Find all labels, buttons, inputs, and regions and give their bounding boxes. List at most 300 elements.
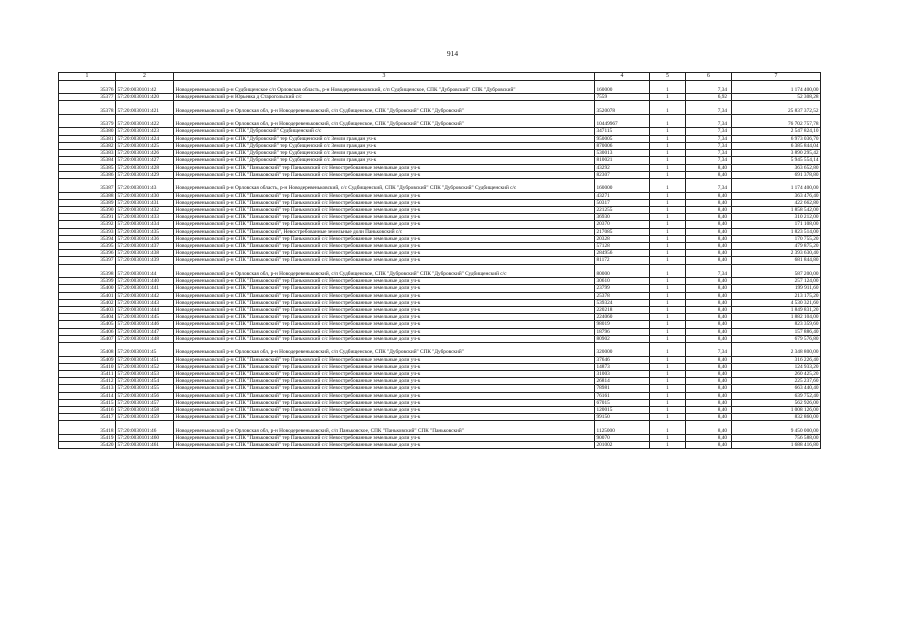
quantity-cell: 1 [650, 328, 686, 335]
cadastral-number-cell: 57:20:0030101:454 [116, 378, 174, 385]
rate-cell: 7,34 [686, 128, 732, 135]
row-number-cell: 35416 [59, 406, 116, 413]
row-number-cell: 35395 [59, 242, 116, 249]
cadastral-number-cell: 57:20:0030101:423 [116, 128, 174, 135]
address-cell: Новодеревеньковский р-н СПК "Дубровский" тер Судбищенский с/с Земли граждан уч-к [174, 142, 595, 149]
address-cell: Новодеревеньковский р-н Орловская обл, р-н Новодеревеньковский, с/п Судбищенское, СПК "Дубровский" СПК "Дубровский" [174, 342, 595, 356]
area-cell: 20370 [595, 221, 650, 228]
rate-cell: 8,40 [686, 235, 732, 242]
area-cell: 539324 [595, 299, 650, 306]
area-cell: 37646 [595, 356, 650, 363]
address-cell: Новодеревеньковский р-н СПК "Паньковский" тер Паньковский с/с Невостребованные земельные доли уч-к [174, 171, 595, 178]
address-cell: Новодеревеньковский р-н СПК "Паньковский" тер Паньковский с/с Невостребованные земельные доли уч-к [174, 278, 595, 285]
table-row [59, 370, 821, 377]
area-cell: 30610 [595, 278, 650, 285]
value-cell: 199 911,60 [732, 285, 821, 292]
value-cell: 310 212,00 [732, 214, 821, 221]
quantity-cell: 1 [650, 114, 686, 128]
value-cell: 691 378,80 [732, 171, 821, 178]
cadastral-number-cell: 57:20:0030101:438 [116, 250, 174, 257]
row-number-cell: 35394 [59, 235, 116, 242]
quantity-cell: 1 [650, 80, 686, 94]
table-row [59, 101, 821, 115]
table-row [59, 363, 821, 370]
quantity-cell: 1 [650, 199, 686, 206]
area-cell: 76161 [595, 392, 650, 399]
rate-cell: 8,40 [686, 299, 732, 306]
header-cell: 4 [595, 73, 650, 81]
row-number-cell: 35392 [59, 221, 116, 228]
value-cell: 2 547 824,10 [732, 128, 821, 135]
table-row [59, 157, 821, 164]
row-number-cell: 35419 [59, 434, 116, 441]
cadastral-number-cell: 57:20:0030101:420 [116, 94, 174, 101]
area-cell: 160000 [595, 178, 650, 192]
cadastral-number-cell: 57:20:0030101:46 [116, 421, 174, 435]
cadastral-number-cell: 57:20:0030101:422 [116, 114, 174, 128]
area-cell: 320000 [595, 342, 650, 356]
row-number-cell: 35385 [59, 164, 116, 171]
value-cell: 663 440,40 [732, 385, 821, 392]
table-row [59, 192, 821, 199]
value-cell: 1 849 831,20 [732, 306, 821, 313]
address-cell: Новодеревеньковский р-н СПК "Паньковский" тер Паньковский с/с Невостребованные земельные доли уч-к [174, 328, 595, 335]
address-cell: Новодеревеньковский р-н СПК "Дубровский" тер Судбищенский с/с Земли граждан уч-к [174, 150, 595, 157]
rate-cell: 8,40 [686, 206, 732, 213]
row-number-cell: 35381 [59, 135, 116, 142]
rate-cell: 8,40 [686, 306, 732, 313]
value-cell: 225 237,60 [732, 378, 821, 385]
value-cell: 260 425,20 [732, 370, 821, 377]
table-row [59, 80, 821, 94]
table-row [59, 306, 821, 313]
area-cell: 36930 [595, 214, 650, 221]
value-cell: 2 393 630,40 [732, 250, 821, 257]
value-cell: 9 450 000,00 [732, 421, 821, 435]
row-number-cell: 35391 [59, 214, 116, 221]
quantity-cell: 1 [650, 142, 686, 149]
rate-cell: 7,34 [686, 135, 732, 142]
address-cell: Новодеревеньковский р-н СПК "Паньковский" тер Паньковский с/с Невостребованные земельные доли уч-к [174, 214, 595, 221]
area-cell: 31003 [595, 370, 650, 377]
cadastral-number-cell: 57:20:0030101:457 [116, 399, 174, 406]
address-cell: Новодеревеньковский р-н СПК "Паньковский" тер Паньковский с/с Невостребованные земельные доли уч-к [174, 299, 595, 306]
rate-cell: 8,40 [686, 171, 732, 178]
rate-cell: 8,40 [686, 328, 732, 335]
cadastral-number-cell: 57:20:0030101:441 [116, 285, 174, 292]
quantity-cell: 1 [650, 363, 686, 370]
header-cell: 1 [59, 73, 116, 81]
value-cell: 639 752,40 [732, 392, 821, 399]
quantity-cell: 1 [650, 278, 686, 285]
table-row [59, 378, 821, 385]
cadastral-number-cell: 57:20:0030101:440 [116, 278, 174, 285]
area-cell: 43292 [595, 164, 650, 171]
row-number-cell: 35376 [59, 80, 116, 94]
value-cell: 170 755,20 [732, 235, 821, 242]
cadastral-number-cell: 57:20:0030101:444 [116, 306, 174, 313]
table-row [59, 135, 821, 142]
row-number-cell: 35407 [59, 335, 116, 342]
quantity-cell: 1 [650, 135, 686, 142]
cadastral-number-cell: 57:20:0030101:429 [116, 171, 174, 178]
cadastral-number-cell: 57:20:0030101:44 [116, 264, 174, 278]
row-number-cell: 35398 [59, 264, 116, 278]
area-cell: 98019 [595, 321, 650, 328]
row-number-cell: 35417 [59, 414, 116, 421]
rate-cell: 8,40 [686, 292, 732, 299]
rate-cell: 8,40 [686, 385, 732, 392]
quantity-cell: 1 [650, 285, 686, 292]
rate-cell: 8,40 [686, 442, 732, 449]
table-row [59, 292, 821, 299]
cadastral-number-cell: 57:20:0030101:452 [116, 363, 174, 370]
area-cell: 78981 [595, 385, 650, 392]
table-row [59, 328, 821, 335]
table-row [59, 299, 821, 306]
table-row [59, 214, 821, 221]
value-cell: 1 008 126,00 [732, 406, 821, 413]
rate-cell: 8,40 [686, 434, 732, 441]
cadastral-number-cell: 57:20:0030101:460 [116, 434, 174, 441]
area-cell: 160000 [595, 80, 650, 94]
value-cell: 52 308,28 [732, 94, 821, 101]
value-cell: 6 973 036,70 [732, 135, 821, 142]
row-number-cell: 35410 [59, 363, 116, 370]
cadastral-number-cell: 57:20:0030101:459 [116, 414, 174, 421]
quantity-cell: 1 [650, 128, 686, 135]
value-cell: 1 688 416,80 [732, 442, 821, 449]
address-cell: Новодеревеньковский р-н СПК "Паньковский" тер Паньковский с/с Невостребованные земельные доли уч-к [174, 442, 595, 449]
cadastral-number-cell: 57:20:0030101:426 [116, 150, 174, 157]
value-cell: 5 945 554,14 [732, 157, 821, 164]
value-cell: 6 385 844,04 [732, 142, 821, 149]
address-cell: Новодеревеньковский р-н СПК "Паньковский" тер Паньковский с/с Невостребованные земельные доли уч-к [174, 392, 595, 399]
quantity-cell: 1 [650, 356, 686, 363]
table-row [59, 221, 821, 228]
cadastral-number-cell: 57:20:0030101:431 [116, 199, 174, 206]
cadastral-number-cell: 57:20:0030101:424 [116, 135, 174, 142]
table-row [59, 321, 821, 328]
quantity-cell: 1 [650, 264, 686, 278]
table-row [59, 171, 821, 178]
cadastral-number-cell: 57:20:0030101:461 [116, 442, 174, 449]
rate-cell: 7,34 [686, 178, 732, 192]
quantity-cell: 1 [650, 378, 686, 385]
row-number-cell: 35393 [59, 228, 116, 235]
area-cell: 950005 [595, 135, 650, 142]
value-cell: 679 576,80 [732, 335, 821, 342]
address-cell: Новодеревеньковский р-н СПК "Дубровский" тер Судбищенский с/с Земли граждан уч-к [174, 135, 595, 142]
table-row [59, 264, 821, 278]
area-cell: 201002 [595, 442, 650, 449]
value-cell: 76 702 757,78 [732, 114, 821, 128]
quantity-cell: 1 [650, 150, 686, 157]
row-number-cell: 35411 [59, 370, 116, 377]
address-cell: Новодеревеньковский р-н СПК "Паньковский" тер Паньковский с/с Невостребованные земельные доли уч-к [174, 292, 595, 299]
value-cell: 124 933,20 [732, 363, 821, 370]
quantity-cell: 1 [650, 299, 686, 306]
address-cell: Новодеревеньковский р-н СПК "Паньковский" тер Паньковский с/с Невостребованные земельные доли уч-к [174, 206, 595, 213]
rate-cell: 8,40 [686, 285, 732, 292]
area-cell: 10449967 [595, 114, 650, 128]
value-cell: 363 476,40 [732, 192, 821, 199]
row-number-cell: 35383 [59, 150, 116, 157]
quantity-cell: 1 [650, 221, 686, 228]
area-cell: 80000 [595, 264, 650, 278]
cadastral-number-cell: 57:20:0030101:430 [116, 192, 174, 199]
rate-cell: 8,40 [686, 421, 732, 435]
area-cell: 81172 [595, 257, 650, 264]
value-cell: 2 348 800,00 [732, 342, 821, 356]
quantity-cell: 1 [650, 421, 686, 435]
area-cell: 870006 [595, 142, 650, 149]
area-cell: 82307 [595, 171, 650, 178]
value-cell: 3 890 295,42 [732, 150, 821, 157]
area-cell: 99150 [595, 414, 650, 421]
table-row [59, 434, 821, 441]
rate-cell: 6,92 [686, 94, 732, 101]
rate-cell: 8,40 [686, 392, 732, 399]
area-cell: 530013 [595, 150, 650, 157]
area-cell: 3520078 [595, 101, 650, 115]
table-row [59, 142, 821, 149]
address-cell: Новодеревеньковский р-н СПК "Паньковский" тер Паньковский с/с Невостребованные земельные доли уч-к [174, 306, 595, 313]
header-cell: 7 [732, 73, 821, 81]
quantity-cell: 1 [650, 250, 686, 257]
value-cell: 4 530 321,60 [732, 299, 821, 306]
rate-cell: 7,34 [686, 114, 732, 128]
value-cell: 363 652,80 [732, 164, 821, 171]
quantity-cell: 1 [650, 94, 686, 101]
cadastral-number-cell: 57:20:0030101:433 [116, 214, 174, 221]
table-row [59, 228, 821, 235]
quantity-cell: 1 [650, 392, 686, 399]
rate-cell: 8,40 [686, 164, 732, 171]
table-row [59, 257, 821, 264]
address-cell: Новодеревеньковский р-н Орловская обл, р-н Новодеревеньковский, с/п Паньковское, СПК "Паньковский" СПК "Паньковский" [174, 421, 595, 435]
cadastral-number-cell: 57:20:0030101:45 [116, 342, 174, 356]
address-cell: Новодеревеньковский р-н СПК "Паньковский" тер Паньковский с/с Невостребованные земельные доли уч-к [174, 250, 595, 257]
rate-cell: 8,40 [686, 242, 732, 249]
address-cell: Новодеревеньковский р-н СПК "Паньковский" тер Паньковский с/с Невостребованные земельные доли уч-к [174, 335, 595, 342]
row-number-cell: 35387 [59, 178, 116, 192]
row-number-cell: 35390 [59, 206, 116, 213]
cadastral-number-cell: 57:20:0030101:451 [116, 356, 174, 363]
table-row [59, 199, 821, 206]
row-number-cell: 35380 [59, 128, 116, 135]
area-cell: 67015 [595, 399, 650, 406]
rate-cell: 8,40 [686, 257, 732, 264]
row-number-cell: 35396 [59, 250, 116, 257]
address-cell: Новодеревеньковский р-н СПК "Паньковский" тер Паньковский с/с Невостребованные земельные доли уч-к [174, 414, 595, 421]
address-cell: Новодеревеньковский р-н СПК "Дубровский" Судбищенский с/с [174, 128, 595, 135]
table-row [59, 421, 821, 435]
quantity-cell: 1 [650, 399, 686, 406]
area-cell: 1125000 [595, 421, 650, 435]
area-cell: 50317 [595, 199, 650, 206]
area-cell: 43271 [595, 192, 650, 199]
value-cell: 756 588,00 [732, 434, 821, 441]
address-cell: Новодеревеньковский р-н Орловская обл, р-н Новодеревеньковский, с/п Судбищенское, СПК "Дубровский" СПК "Дубровский" Судбищенский с/с [174, 264, 595, 278]
table-row [59, 150, 821, 157]
area-cell: 26814 [595, 378, 650, 385]
rate-cell: 8,40 [686, 199, 732, 206]
address-cell: Новодеревеньковский р-н СПК "Паньковский" тер Паньковский с/с Невостребованные земельные доли уч-к [174, 406, 595, 413]
address-cell: Новодеревеньковский р-н СПК "Паньковский" тер Паньковский с/с Невостребованные земельные доли уч-к [174, 192, 595, 199]
address-cell: Новодеревеньковский р-н СПК "Паньковский" тер Паньковский с/с Невостребованные земельные доли уч-к [174, 434, 595, 441]
value-cell: 171 108,00 [732, 221, 821, 228]
row-number-cell: 35415 [59, 399, 116, 406]
table-header-row [59, 73, 821, 81]
quantity-cell: 1 [650, 214, 686, 221]
cadastral-number-cell: 57:20:0030101:455 [116, 385, 174, 392]
row-number-cell: 35379 [59, 114, 116, 128]
cadastral-number-cell: 57:20:0030101:427 [116, 157, 174, 164]
address-cell: Новодеревеньковский р-н СПК "Паньковский" тер Паньковский с/с Невостребованные земельные доли уч-к [174, 221, 595, 228]
address-cell: Новодеревеньковский р-н Орловская обл, р-н Новодеревеньковский, с/п Судбищенское, СПК "Дубровский" СПК "Дубровский" [174, 101, 595, 115]
rate-cell: 7,34 [686, 157, 732, 164]
area-cell: 25378 [595, 292, 650, 299]
row-number-cell: 35408 [59, 342, 116, 356]
cadastral-number-cell: 57:20:0030101:432 [116, 206, 174, 213]
table-row [59, 114, 821, 128]
quantity-cell: 1 [650, 321, 686, 328]
quantity-cell: 1 [650, 306, 686, 313]
rate-cell: 8,40 [686, 356, 732, 363]
rate-cell: 7,34 [686, 150, 732, 157]
rate-cell: 8,40 [686, 414, 732, 421]
page-number: 914 [446, 49, 459, 58]
row-number-cell: 35389 [59, 199, 116, 206]
cadastral-number-cell: 57:20:0030101:42 [116, 80, 174, 94]
cadastral-number-cell: 57:20:0030101:448 [116, 335, 174, 342]
header-cell: 6 [686, 73, 732, 81]
quantity-cell: 1 [650, 292, 686, 299]
area-cell: 810021 [595, 157, 650, 164]
quantity-cell: 1 [650, 178, 686, 192]
rate-cell: 7,34 [686, 342, 732, 356]
cadastral-number-cell: 57:20:0030101:445 [116, 314, 174, 321]
row-number-cell: 35403 [59, 306, 116, 313]
table-row [59, 314, 821, 321]
cadastral-number-cell: 57:20:0030101:442 [116, 292, 174, 299]
rate-cell: 8,40 [686, 228, 732, 235]
cadastral-number-cell: 57:20:0030101:443 [116, 299, 174, 306]
row-number-cell: 35413 [59, 385, 116, 392]
row-number-cell: 35399 [59, 278, 116, 285]
quantity-cell: 1 [650, 171, 686, 178]
cadastral-number-cell: 57:20:0030101:458 [116, 406, 174, 413]
address-cell: Новодеревеньковский р-н Орловская обл, р-н Новодеревеньковский, с/п Судбищенское, СПК "Дубровский" СПК "Дубровский" [174, 114, 595, 128]
area-cell: 284956 [595, 250, 650, 257]
rate-cell: 8,40 [686, 335, 732, 342]
row-number-cell: 35404 [59, 314, 116, 321]
value-cell: 823 359,60 [732, 321, 821, 328]
table-row [59, 392, 821, 399]
table-row [59, 164, 821, 171]
row-number-cell: 35397 [59, 257, 116, 264]
address-cell: Новодеревеньковский р-н СПК "Паньковский" тер Паньковский с/с Невостребованные земельные доли уч-к [174, 257, 595, 264]
row-number-cell: 35377 [59, 94, 116, 101]
address-cell: Новодеревеньковский р-н СПК "Паньковский" тер Паньковский с/с Невостребованные земельные доли уч-к [174, 363, 595, 370]
area-cell: 20328 [595, 235, 650, 242]
rate-cell: 8,40 [686, 278, 732, 285]
address-cell: Новодеревеньковский р-н Юрьевка д Старогольский с/с [174, 94, 595, 101]
area-cell: 18796 [595, 328, 650, 335]
value-cell: 681 844,80 [732, 257, 821, 264]
area-cell: 217085 [595, 228, 650, 235]
header-cell: 5 [650, 73, 686, 81]
rate-cell: 7,34 [686, 142, 732, 149]
quantity-cell: 1 [650, 235, 686, 242]
value-cell: 1 823 514,00 [732, 228, 821, 235]
table-row [59, 178, 821, 192]
area-cell: 220218 [595, 306, 650, 313]
value-cell: 1 174 400,00 [732, 80, 821, 94]
area-cell: 120015 [595, 406, 650, 413]
rate-cell: 8,40 [686, 321, 732, 328]
value-cell: 316 226,40 [732, 356, 821, 363]
row-number-cell: 35406 [59, 328, 116, 335]
row-number-cell: 35400 [59, 285, 116, 292]
row-number-cell: 35414 [59, 392, 116, 399]
area-cell: 7559 [595, 94, 650, 101]
value-cell: 257 124,00 [732, 278, 821, 285]
address-cell: Новодеревеньковский р-н СПК "Паньковский" тер Паньковский с/с Невостребованные земельные доли уч-к [174, 285, 595, 292]
quantity-cell: 1 [650, 442, 686, 449]
quantity-cell: 1 [650, 414, 686, 421]
row-number-cell: 35405 [59, 321, 116, 328]
table-row [59, 356, 821, 363]
address-cell: Новодеревеньковский р-н СПК "Паньковский" тер Паньковский с/с Невостребованные земельные доли уч-к [174, 356, 595, 363]
value-cell: 1 882 104,00 [732, 314, 821, 321]
address-cell: Новодеревеньковский р-н СПК "Паньковский" тер Паньковский с/с Невостребованные земельные доли уч-к [174, 164, 595, 171]
cadastral-number-cell: 57:20:0030101:425 [116, 142, 174, 149]
quantity-cell: 1 [650, 370, 686, 377]
table-row [59, 335, 821, 342]
cadastral-number-cell: 57:20:0030101:435 [116, 228, 174, 235]
value-cell: 1 858 542,00 [732, 206, 821, 213]
table-row [59, 235, 821, 242]
row-number-cell: 35418 [59, 421, 116, 435]
quantity-cell: 1 [650, 385, 686, 392]
quantity-cell: 1 [650, 164, 686, 171]
rate-cell: 8,40 [686, 192, 732, 199]
cadastral-table [58, 72, 821, 449]
rate-cell: 8,40 [686, 399, 732, 406]
address-cell: Новодеревеньковский р-н СПК "Паньковский" тер Паньковский с/с Невостребованные земельные доли уч-к [174, 321, 595, 328]
rate-cell: 8,40 [686, 250, 732, 257]
address-cell: Новодеревеньковский р-н СПК "Паньковский", Невостребованные земельные доли Паньковский с/с [174, 228, 595, 235]
cadastral-number-cell: 57:20:0030101:447 [116, 328, 174, 335]
table-row [59, 278, 821, 285]
cadastral-number-cell: 57:20:0030101:428 [116, 164, 174, 171]
address-cell: Новодеревеньковский р-н СПК "Паньковский" тер Паньковский с/с Невостребованные земельные доли уч-к [174, 378, 595, 385]
quantity-cell: 1 [650, 335, 686, 342]
area-cell: 23799 [595, 285, 650, 292]
value-cell: 25 837 372,52 [732, 101, 821, 115]
table-row [59, 94, 821, 101]
table-row [59, 250, 821, 257]
address-cell: Новодеревеньковский р-н СПК "Паньковский" тер Паньковский с/с Невостребованные земельные доли уч-к [174, 199, 595, 206]
row-number-cell: 35388 [59, 192, 116, 199]
quantity-cell: 1 [650, 101, 686, 115]
row-number-cell: 35386 [59, 171, 116, 178]
rate-cell: 8,40 [686, 214, 732, 221]
quantity-cell: 1 [650, 434, 686, 441]
quantity-cell: 1 [650, 206, 686, 213]
